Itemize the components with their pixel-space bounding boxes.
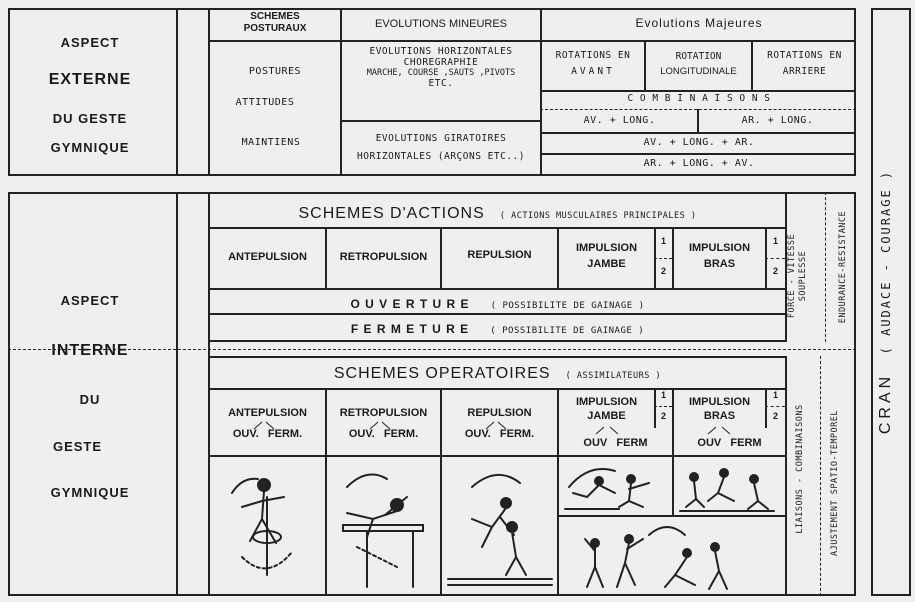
- action-imp-bras-l1: IMPULSION: [688, 242, 751, 254]
- op-ouv-5: OUV: [697, 437, 722, 449]
- interne-label-aspect: ASPECT: [60, 293, 120, 308]
- action-antepulsion: ANTEPULSION: [228, 251, 307, 263]
- interne-label-geste: GESTE: [52, 439, 103, 454]
- fermeture-note: ( POSSIBILITE DE GAINAGE ): [490, 326, 645, 336]
- action-imp-jambe-l1: IMPULSION: [575, 242, 638, 254]
- externe-label-externe: EXTERNE: [48, 71, 132, 88]
- op-retropulsion-label: RETROPULSION: [339, 407, 428, 419]
- externe-label-gymnique: GYMNIQUE: [50, 140, 130, 155]
- op-ferm-4: FERM: [616, 437, 648, 449]
- op-ferm-5: FERM: [730, 437, 762, 449]
- side-force-l1: FORCE - VITESSE: [787, 233, 797, 319]
- evolutions-horizontales: [342, 47, 540, 90]
- op-ouv-4: OUV: [583, 437, 608, 449]
- op-retropulsion: [327, 403, 440, 445]
- op-num-1b: 1: [772, 390, 778, 400]
- combo-ar-long-av: AR. + LONG. + AV.: [643, 158, 755, 169]
- ouverture-row: [210, 294, 785, 312]
- evo-h-line2: CHOREGRAPHIE: [403, 56, 479, 68]
- cran-label: [877, 102, 905, 502]
- op-num-2a: 2: [660, 411, 666, 421]
- op-imp-jambe-ouvferm: [559, 437, 672, 450]
- actions-title-sub: ( ACTIONS MUSCULAIRES PRINCIPALES ): [499, 211, 697, 221]
- actions-title-main: SCHEMES D'ACTIONS: [298, 205, 485, 222]
- op-ouv-1: OUV.: [232, 427, 259, 440]
- combo-ar-long: AR. + LONG.: [741, 115, 814, 126]
- op-antepulsion-label: ANTEPULSION: [228, 407, 307, 419]
- action-imp-bras-l2: BRAS: [703, 257, 736, 270]
- interne-label-interne: INTERNE: [51, 342, 129, 359]
- rot-long-line1: ROTATION: [675, 51, 722, 62]
- op-repulsion: [442, 403, 557, 445]
- rotation-longitudinale: [646, 50, 751, 79]
- evo-h-line3: MARCHE, COURSE ,SAUTS ,PIVOTS: [366, 67, 516, 78]
- cran-title: CRAN: [877, 372, 894, 435]
- side-endurance: ENDURANCE-RESISTANCE: [838, 210, 848, 324]
- rot-av-line2: AVANT: [571, 66, 615, 78]
- op-ferm-2: FERM.: [383, 427, 419, 440]
- evo-h-line4: ETC.: [428, 77, 454, 89]
- op-imp-jambe-l2: JAMBE: [587, 410, 626, 423]
- externe-label-du-geste: DU GESTE: [52, 111, 128, 126]
- evo-g-line2: HORIZONTALES (ARÇONS ETC..): [357, 151, 525, 163]
- op-ouv-2: OUV.: [348, 427, 375, 440]
- side-force-vitesse: [787, 216, 823, 336]
- op-num-2b: 2: [772, 411, 778, 421]
- header-schemes-posturaux: [210, 11, 340, 34]
- interne-label-gymnique: GYMNIQUE: [50, 485, 130, 500]
- actions-title: [210, 204, 785, 223]
- op-antepulsion-ouvferm: [210, 424, 325, 445]
- action-num-2a: 2: [660, 266, 666, 276]
- evolutions-giratoires: [342, 130, 540, 166]
- cran-note: ( AUDACE - COURAGE ): [879, 169, 893, 355]
- interne-label-du: DU: [79, 392, 101, 407]
- op-imp-bras-ouvferm: [674, 437, 785, 450]
- gymnast-combination-figure: [559, 517, 787, 595]
- action-imp-jambe-l2: JAMBE: [587, 257, 626, 270]
- rot-ar-line2: ARRIERE: [782, 66, 827, 78]
- header-schemes-line2: POSTURAUX: [243, 22, 307, 34]
- action-impulsion-bras: [674, 241, 765, 273]
- op-imp-bras-l1: IMPULSION: [688, 396, 751, 408]
- rot-long-line2: LONGITUDINALE: [660, 65, 737, 77]
- operatoires-title-sub: ( ASSIMILATEURS ): [565, 371, 662, 381]
- side-ajustement: AJUSTEMENT SPATIO-TEMPOREL: [830, 409, 840, 557]
- gymnast-retropulsion-figure: [327, 457, 440, 595]
- combo-av-long: AV. + LONG.: [583, 115, 656, 126]
- action-num-1b: 1: [772, 236, 778, 246]
- ouverture-label: O U V E R T U R E: [350, 297, 470, 311]
- maintiens-text: MAINTIENS: [241, 137, 301, 148]
- header-schemes-line1: SCHEMES: [250, 11, 300, 22]
- op-repulsion-label: REPULSION: [467, 407, 532, 419]
- op-ferm-3: FERM.: [499, 427, 535, 440]
- side-force-l2: SOUPLESSE: [798, 250, 809, 302]
- attitudes-text: ATTITUDES: [235, 97, 295, 108]
- side-liaisons: LIAISONS - COMBINAISONS: [795, 404, 805, 534]
- postures-text: POSTURES: [248, 66, 302, 77]
- op-retropulsion-ouvferm: [327, 424, 440, 445]
- header-evolutions-mineures: EVOLUTIONS MINEURES: [374, 18, 508, 30]
- op-impulsion-jambe: [559, 395, 654, 424]
- op-repulsion-ouvferm: [442, 424, 557, 445]
- op-antepulsion: [210, 403, 325, 445]
- evo-h-line1: EVOLUTIONS HORIZONTALES: [369, 46, 513, 57]
- gymnast-impulsion-jambe-figure: [559, 457, 672, 515]
- combinaisons-header: C O M B I N A I S O N S: [627, 93, 771, 104]
- gymnast-antepulsion-figure: [212, 457, 325, 595]
- rotations-avant: [542, 48, 644, 80]
- op-num-1a: 1: [660, 390, 666, 400]
- ouverture-note: ( POSSIBILITE DE GAINAGE ): [490, 301, 645, 311]
- fermeture-label: F E R M E T U R E: [350, 322, 470, 336]
- combo-av-long-ar: AV. + LONG. + AR.: [643, 137, 755, 148]
- operatoires-title-main: SCHEMES OPERATOIRES: [333, 365, 551, 382]
- action-impulsion-jambe: [559, 241, 654, 273]
- header-evolutions-majeures: Evolutions Majeures: [635, 16, 763, 30]
- gymnast-repulsion-figure: [442, 457, 557, 595]
- externe-label-aspect: ASPECT: [60, 35, 120, 50]
- op-imp-jambe-l1: IMPULSION: [575, 396, 638, 408]
- operatoires-title: [210, 364, 785, 383]
- op-ouv-3: OUV.: [464, 427, 491, 440]
- op-ferm-1: FERM.: [267, 427, 303, 440]
- action-num-2b: 2: [772, 266, 778, 276]
- action-retropulsion: RETROPULSION: [339, 251, 428, 263]
- rot-av-line1: ROTATIONS EN: [555, 50, 631, 61]
- op-impulsion-bras: [674, 395, 765, 424]
- evo-g-line1: EVOLUTIONS GIRATOIRES: [375, 133, 507, 144]
- action-repulsion: REPULSION: [467, 249, 532, 261]
- rot-ar-line1: ROTATIONS EN: [767, 50, 842, 61]
- gymnast-impulsion-bras-figure: [674, 457, 785, 515]
- fermeture-row: [210, 319, 785, 337]
- rotations-arriere: [753, 48, 856, 80]
- op-imp-bras-l2: BRAS: [703, 410, 736, 423]
- action-num-1a: 1: [660, 236, 666, 246]
